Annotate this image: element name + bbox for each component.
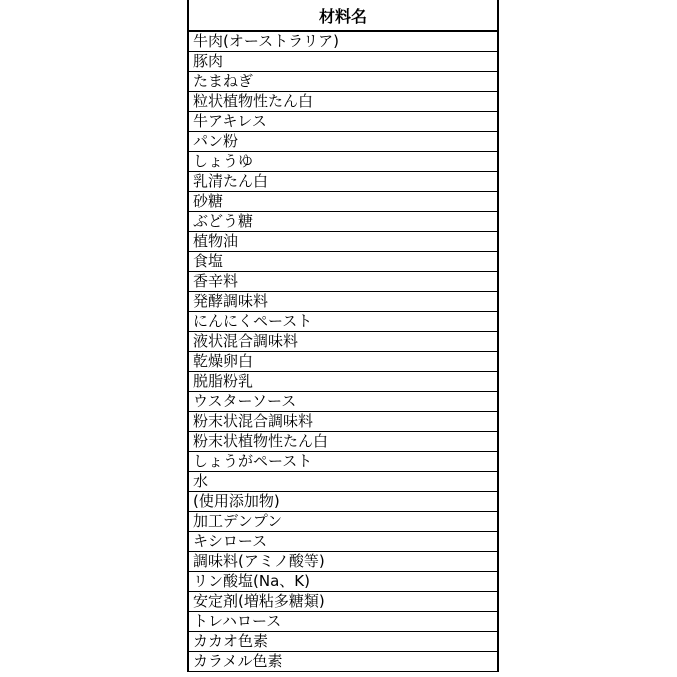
table-row: 安定剤(増粘多糖類)	[189, 592, 497, 612]
table-row: 粒状植物性たん白	[189, 92, 497, 112]
table-row: パン粉	[189, 132, 497, 152]
table-row: カラメル色素	[189, 652, 497, 672]
table-header: 材料名	[189, 0, 497, 32]
table-body	[189, 32, 497, 672]
ingredients-table	[187, 0, 499, 672]
table-row: しょうがペースト	[189, 452, 497, 472]
table-row: キシロース	[189, 532, 497, 552]
table-row: 乳清たん白	[189, 172, 497, 192]
table-row: たまねぎ	[189, 72, 497, 92]
table-row: 調味料(アミノ酸等)	[189, 552, 497, 572]
table-row: 牛肉(オーストラリア)	[189, 32, 497, 52]
table-row: リン酸塩(Na、K)	[189, 572, 497, 592]
table-row: 粉末状植物性たん白	[189, 432, 497, 452]
table-row: 加工デンプン	[189, 512, 497, 532]
table-row: 豚肉	[189, 52, 497, 72]
table-row: 香辛料	[189, 272, 497, 292]
table-row: ウスターソース	[189, 392, 497, 412]
table-row: 発酵調味料	[189, 292, 497, 312]
table-row: 食塩	[189, 252, 497, 272]
table-row: (使用添加物)	[189, 492, 497, 512]
table-row: 植物油	[189, 232, 497, 252]
table-row: トレハロース	[189, 612, 497, 632]
table-row: 脱脂粉乳	[189, 372, 497, 392]
table-row: 水	[189, 472, 497, 492]
table-row: 牛アキレス	[189, 112, 497, 132]
table-row: しょうゆ	[189, 152, 497, 172]
table-row: 液状混合調味料	[189, 332, 497, 352]
table-row: カカオ色素	[189, 632, 497, 652]
table-row: ぶどう糖	[189, 212, 497, 232]
table-row: 砂糖	[189, 192, 497, 212]
table-row: 粉末状混合調味料	[189, 412, 497, 432]
table-row: 乾燥卵白	[189, 352, 497, 372]
table-row: にんにくペースト	[189, 312, 497, 332]
